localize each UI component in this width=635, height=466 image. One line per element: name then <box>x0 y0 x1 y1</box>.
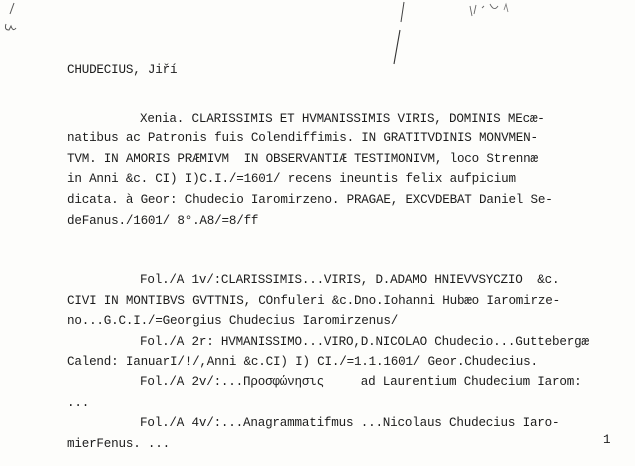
description-line-6: deFanus./1601/ 8°.A8/=8/ff <box>67 214 259 228</box>
folio-line-5: Calend: IanuarI/!/,Anni &c.CI) I) CI./=1.1.1601/ Geor.Chudecius. <box>67 355 538 369</box>
page-number: 1 <box>603 433 611 447</box>
description-line-3: TVM. IN AMORIS PRÆMIVM IN OBSERVANTIÆ TESTIMONIVM, loco Strennæ <box>67 152 538 166</box>
card-heading: CHUDECIUS, Jiří <box>67 63 178 77</box>
description-line-5: dicata. à Geor: Chudecio Iaromirzeno. PRAGAE, EXCVDEBAT Daniel Se- <box>67 193 553 207</box>
description-line-4: in Anni &c. CI) I)C.I./=1601/ recens ineuntis felix aufpicium <box>67 172 516 186</box>
pencil-mark-top-right-icon <box>460 0 520 30</box>
folio-line-4: Fol./A 2r: HVMANISSIMO...VIRO,D.NICOLAO Chudecio...Guttebergæ <box>140 335 589 349</box>
folio-line-7: ... <box>67 396 90 410</box>
folio-line-3: no...G.C.I./=Georgius Chudecius Iaromirzenus/ <box>67 314 399 328</box>
folio-line-6: Fol./A 2v/:...Προσφώνησις ad Laurentium Chudecium Iarom: <box>140 375 582 389</box>
pencil-mark-top-center-icon <box>380 0 420 70</box>
folio-line-8: Fol./A 4v/:...Anagrammatifmus ...Nicolaus Chudecius Iaro- <box>140 416 560 430</box>
pencil-mark-top-left-icon <box>0 0 40 45</box>
folio-line-9: mierFenus. ... <box>67 437 171 451</box>
folio-line-2: CIVI IN MONTIBVS GVTTNIS, COnfuleri &c.Dno.Iohanni Hubæo Iaromirze- <box>67 294 560 308</box>
description-line-2: natibus ac Patronis fuis Colendiffimis. IN GRATITVDINIS MONVMEN- <box>67 131 538 145</box>
folio-line-1: Fol./A 1v/:CLARISSIMIS...VIRIS, D.ADAMO HNIEVVSYCZIO &c. <box>140 273 560 287</box>
description-line-1: Xenia. CLARISSIMIS ET HVMANISSIMIS VIRIS, DOMINIS MEcæ- <box>140 112 545 126</box>
